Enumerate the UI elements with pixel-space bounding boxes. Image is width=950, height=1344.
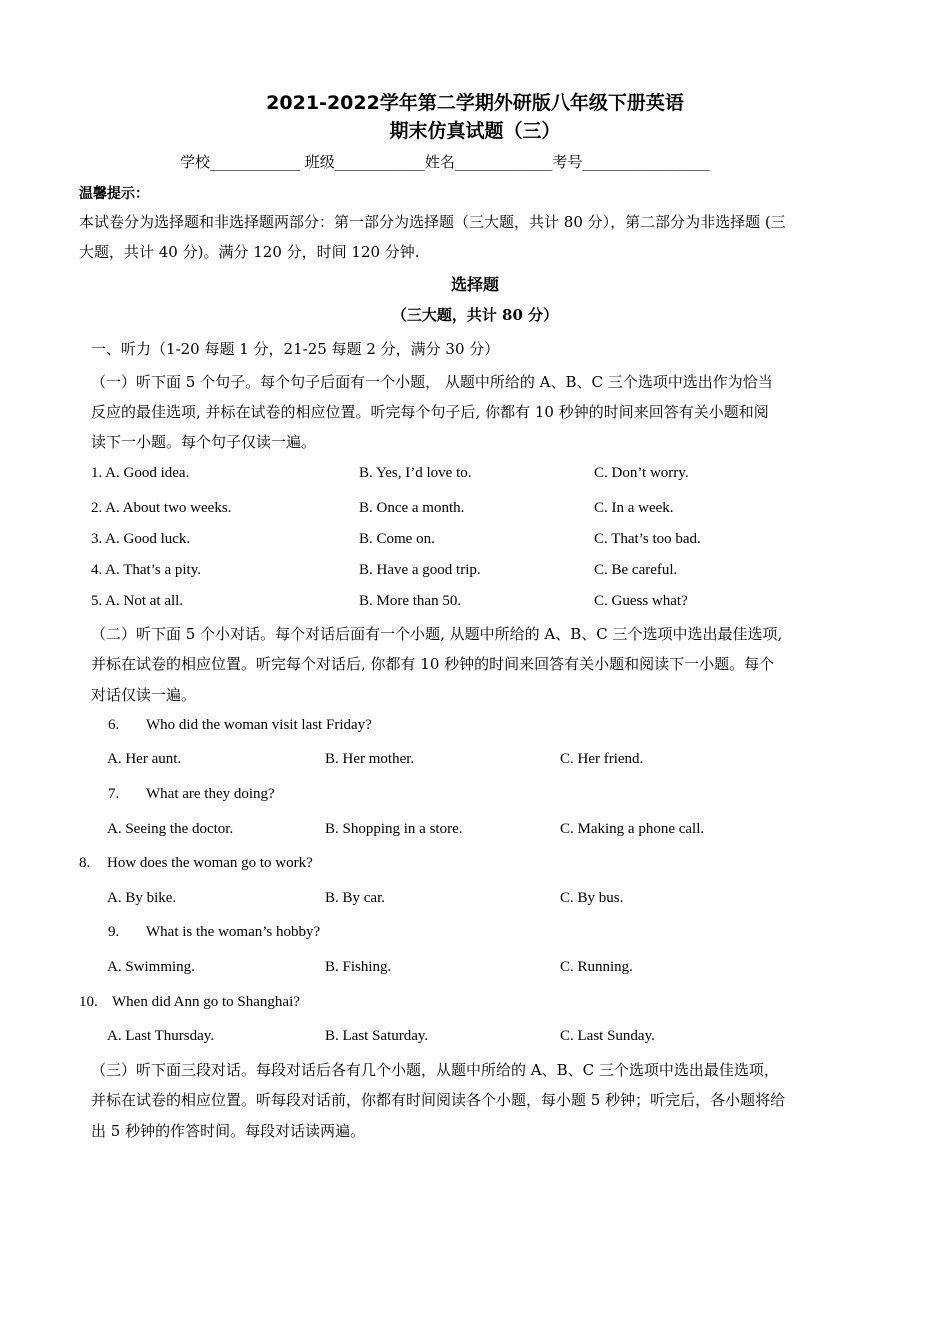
exam-title-line1: 2021-2022学年第二学期外研版八年级下册英语 [266,92,684,114]
part2-instruction-line-2: 并标在试卷的相应位置。听完每个对话后, 你都有 10 秒钟的时间来回答有关小题和阅读下一小题。每个 [91,655,775,673]
part1-instruction-line-1: （一）听下面 5 个句子。每个句子后面有一个小题， 从题中所给的 A、B、C 三个选项中选出作为恰当 [91,373,773,391]
field-exam-number-label: 考号 [552,153,583,171]
exam-title-line2: 期末仿真试题（三） [389,120,561,142]
q9-option-c[interactable]: C. Running. [560,959,633,975]
q4-option-c[interactable]: C. Be careful. [594,562,678,578]
q1-option-c[interactable]: C. Don’t worry. [594,465,689,481]
field-class-label: 班级 [304,153,335,171]
q7-number: 7. [108,786,120,802]
q9-option-b[interactable]: B. Fishing. [325,959,392,975]
listening-heading: 一、听力（1-20 每题 1 分，21-25 每题 2 分，满分 30 分） [91,340,500,358]
q5-option-c[interactable]: C. Guess what? [594,593,688,609]
part3-instruction-line-2: 并标在试卷的相应位置。听每段对话前，你都有时间阅读各个小题，每小题 5 秒钟；听完后，各小题将给 [91,1091,786,1109]
q2-option-a[interactable]: 2. A. About two weeks. [91,500,232,516]
part3-instruction-line-3: 出 5 秒钟的作答时间。每段对话读两遍。 [91,1122,366,1140]
q3-option-a[interactable]: 3. A. Good luck. [91,531,191,547]
q9-number: 9. [108,924,120,940]
part1-instruction-line-2 [91,402,769,422]
notice-heading: 温馨提示： [79,186,149,202]
student-info-row [180,152,710,172]
q4-option-a[interactable]: 4. A. That’s a pity. [91,562,201,578]
q7-option-c[interactable]: C. Making a phone call. [560,821,705,837]
q5-option-b[interactable]: B. More than 50. [359,593,462,609]
q3-option-c[interactable]: C. That’s too bad. [594,531,701,547]
q4-option-b[interactable]: B. Have a good trip. [359,562,481,578]
q1-option-a[interactable]: 1. A. Good idea. [91,465,190,481]
part2-instruction-line-3: 对话仅读一遍。 [91,686,197,704]
q6-option-a[interactable]: A. Her aunt. [107,751,182,767]
part1-instruction-line-2b: 秒钟的时间来回答有关小题和阅 [558,403,769,421]
q8-number: 8. [79,855,91,871]
q10-number: 10. [79,994,98,1010]
q6-option-b[interactable]: B. Her mother. [325,751,415,767]
part2-instruction-line-1: （二）听下面 5 个小对话。每个对话后面有一个小题, 从题中所给的 A、B、C 三个选项中选出最佳选项, [91,625,783,643]
field-name-blank[interactable]: _____________ [454,153,553,171]
q10-stem: When did Ann go to Shanghai? [112,994,300,1010]
q2-option-b[interactable]: B. Once a month. [359,500,465,516]
notice-line-2: 大题，共计 40 分)。满分 120 分，时间 120 分钟. [79,243,420,261]
q7-stem: What are they doing? [146,786,275,802]
q2-option-c[interactable]: C. In a week. [594,500,674,516]
q6-stem: Who did the woman visit last Friday? [146,717,372,733]
field-class-blank[interactable]: ____________ [334,153,425,171]
q7-option-a[interactable]: A. Seeing the doctor. [107,821,234,837]
q9-option-a[interactable]: A. Swimming. [107,959,195,975]
q10-option-a[interactable]: A. Last Thursday. [107,1028,215,1044]
q10-option-c[interactable]: C. Last Sunday. [560,1028,655,1044]
q1-option-b[interactable]: B. Yes, I’d love to. [359,465,472,481]
section-title: 选择题 [450,275,499,294]
notice-line-1: 本试卷分为选择题和非选择题两部分：第一部分为选择题（三大题，共计 80 分），第二部分为非选择题 (三 [79,213,786,231]
part3-instruction-line-1: （三）听下面三段对话。每段对话后各有几个小题，从题中所给的 A、B、C 三个选项中选出最佳选项， [91,1061,779,1079]
q8-stem: How does the woman go to work? [107,855,313,871]
q8-option-a[interactable]: A. By bike. [107,890,177,906]
q9-stem: What is the woman’s hobby? [146,924,321,940]
q8-option-b[interactable]: B. By car. [325,890,385,906]
q6-number: 6. [108,717,120,733]
field-exam-number-blank[interactable]: _________________ [582,153,710,171]
field-school-label: 学校 [180,153,211,171]
field-name-label: 姓名 [424,153,455,171]
q3-option-b[interactable]: B. Come on. [359,531,435,547]
q5-option-a[interactable]: 5. A. Not at all. [91,593,184,609]
part1-instruction-line-3: 读下一小题。每个句子仅读一遍。 [91,433,317,451]
section-subtitle: （三大题，共计 80 分） [391,306,559,324]
part1-instruction-line-2a: 反应的最佳选项, 并标在试卷的相应位置。听完每个句子后, 你都有 10 [91,403,559,421]
q8-option-c[interactable]: C. By bus. [560,890,624,906]
q10-option-b[interactable]: B. Last Saturday. [325,1028,429,1044]
field-school-blank[interactable]: ____________ [210,153,301,171]
q7-option-b[interactable]: B. Shopping in a store. [325,821,463,837]
q6-option-c[interactable]: C. Her friend. [560,751,644,767]
